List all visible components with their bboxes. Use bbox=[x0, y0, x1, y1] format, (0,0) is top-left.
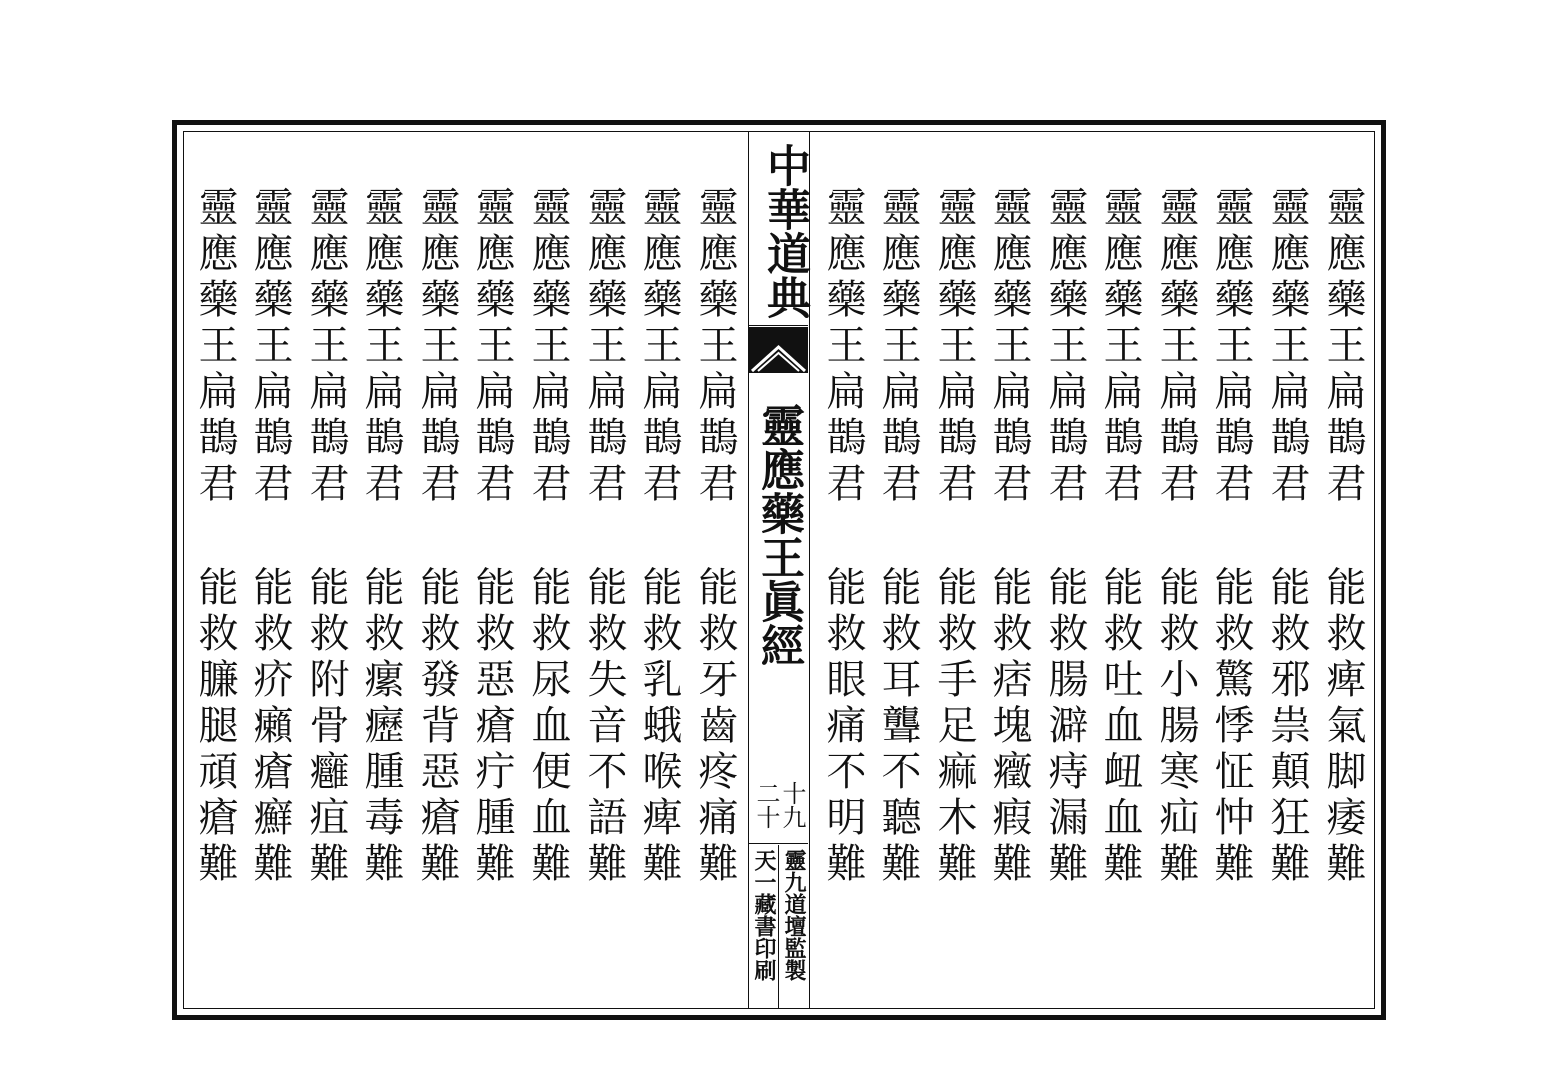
verse-line: 能救腸澼痔漏難 bbox=[1042, 566, 1088, 888]
verse-line: 能救疥癩瘡癬難 bbox=[247, 566, 293, 888]
verse-line: 能救耳聾不聽難 bbox=[875, 566, 921, 888]
deity-column: 靈應藥王扁鵲君 bbox=[692, 186, 738, 508]
verse-line: 能救瘰癧腫毒難 bbox=[358, 566, 404, 888]
deity-column: 靈應藥王扁鵲君 bbox=[1208, 186, 1254, 508]
deity-column: 靈應藥王扁鵲君 bbox=[931, 186, 977, 508]
verse-line: 能救發背惡瘡難 bbox=[414, 566, 460, 888]
page-numbers bbox=[753, 781, 805, 841]
verse-line: 能救吐血衄血難 bbox=[1097, 566, 1143, 888]
verse-line: 能救臁腿頑瘡難 bbox=[192, 566, 238, 888]
page-number-right: 十九 bbox=[778, 781, 806, 829]
verse-line: 能救失音不語難 bbox=[581, 566, 627, 888]
scripture-title: 靈應藥王眞經 bbox=[753, 403, 804, 667]
deity-column: 靈應藥王扁鵲君 bbox=[414, 186, 460, 508]
deity-column: 靈應藥王扁鵲君 bbox=[581, 186, 627, 508]
verse-line: 能救驚悸怔忡難 bbox=[1208, 566, 1254, 888]
verse-line: 能救小腸寒疝難 bbox=[1153, 566, 1199, 888]
deity-column: 靈應藥王扁鵲君 bbox=[1264, 186, 1310, 508]
page-number-left: 二十 bbox=[752, 781, 780, 829]
fishtail-icon bbox=[749, 327, 808, 373]
deity-column: 靈應藥王扁鵲君 bbox=[192, 186, 238, 508]
spine-divider bbox=[749, 325, 808, 326]
verse-line: 能救附骨癰疽難 bbox=[303, 566, 349, 888]
deity-column: 靈應藥王扁鵲君 bbox=[986, 186, 1032, 508]
fishtail-ornament bbox=[749, 327, 808, 373]
publisher-producer: 靈九道壇監製 bbox=[781, 849, 807, 981]
verse-line: 能救邪祟顛狂難 bbox=[1264, 566, 1310, 888]
deity-column: 靈應藥王扁鵲君 bbox=[358, 186, 404, 508]
deity-column: 靈應藥王扁鵲君 bbox=[1153, 186, 1199, 508]
deity-column: 靈應藥王扁鵲君 bbox=[820, 186, 866, 508]
center-spine bbox=[748, 131, 810, 1009]
deity-column: 靈應藥王扁鵲君 bbox=[303, 186, 349, 508]
deity-column: 靈應藥王扁鵲君 bbox=[1042, 186, 1088, 508]
deity-column: 靈應藥王扁鵲君 bbox=[1097, 186, 1143, 508]
verse-line: 能救手足痲木難 bbox=[931, 566, 977, 888]
verse-line: 能救眼痛不明難 bbox=[820, 566, 866, 888]
publisher-printer: 天一藏書印刷 bbox=[751, 849, 777, 981]
deity-column: 靈應藥王扁鵲君 bbox=[525, 186, 571, 508]
deity-column: 靈應藥王扁鵲君 bbox=[469, 186, 515, 508]
verse-line: 能救痺氣脚痿難 bbox=[1320, 566, 1366, 888]
deity-column: 靈應藥王扁鵲君 bbox=[636, 186, 682, 508]
verse-line: 能救痞塊癥瘕難 bbox=[986, 566, 1032, 888]
verse-line: 能救牙齒疼痛難 bbox=[692, 566, 738, 888]
verse-line: 能救尿血便血難 bbox=[525, 566, 571, 888]
publisher-block bbox=[749, 845, 808, 1009]
verse-line: 能救乳蛾喉痺難 bbox=[636, 566, 682, 888]
deity-column: 靈應藥王扁鵲君 bbox=[1320, 186, 1366, 508]
spine-divider bbox=[749, 843, 808, 844]
deity-column: 靈應藥王扁鵲君 bbox=[247, 186, 293, 508]
verse-line: 能救惡瘡疔腫難 bbox=[469, 566, 515, 888]
series-title: 中華道典 bbox=[759, 143, 810, 319]
deity-column: 靈應藥王扁鵲君 bbox=[875, 186, 921, 508]
